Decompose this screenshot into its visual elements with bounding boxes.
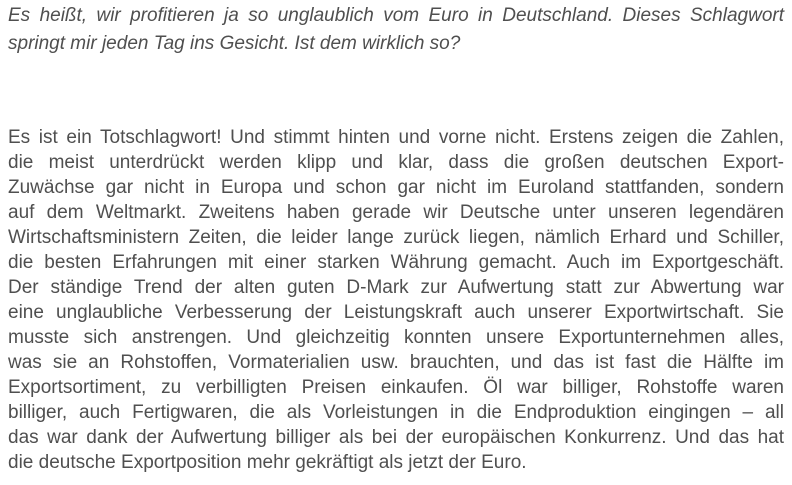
interview-question-paragraph: [8, 2, 784, 58]
interview-answer-paragraph: [8, 125, 784, 475]
answer-line: die deutsche Exportposition mehr gekräftigt als jetzt der Euro.: [8, 452, 527, 473]
answer-line: die besten Erfahrungen mit einer starken Währung gemacht. Auch im Exportgeschäft.: [8, 252, 784, 273]
answer-line: das war dank der Aufwertung billiger als bei der europäischen Konkurrenz. Und das hat: [8, 427, 784, 448]
answer-line: Exportsortiment, zu verbilligten Preisen einkaufen. Öl war billiger, Rohstoffe waren: [8, 377, 784, 398]
answer-line: Zuwächse gar nicht in Europa und schon gar nicht im Euroland stattfanden, sondern: [8, 177, 784, 198]
answer-line: billiger, auch Fertigwaren, die als Vorleistungen in die Endproduktion eingingen – all: [8, 402, 784, 423]
answer-line: auf dem Weltmarkt. Zweitens haben gerade wir Deutsche unter unseren legendären: [8, 202, 784, 223]
answer-line: Der ständige Trend der alten guten D-Mark zur Aufwertung statt zur Abwertung war: [8, 277, 784, 298]
answer-line: eine unglaubliche Verbesserung der Leistungskraft auch unserer Exportwirtschaft. Sie: [8, 302, 784, 323]
answer-line: Wirtschaftsministern Zeiten, die leider lange zurück liegen, nämlich Erhard und Schiller,: [8, 227, 784, 248]
answer-line: was sie an Rohstoffen, Vormaterialien usw. brauchten, und das ist fast die Hälfte im: [8, 352, 784, 373]
answer-line: Es ist ein Totschlagwort! Und stimmt hinten und vorne nicht. Erstens zeigen die Zahlen,: [8, 127, 784, 148]
question-line: springt mir jeden Tag ins Gesicht. Ist dem wirklich so?: [8, 33, 461, 54]
question-line: Es heißt, wir profitieren ja so unglaublich vom Euro in Deutschland. Dieses Schlagwort: [8, 5, 784, 26]
answer-line: die meist unterdrückt werden klipp und klar, dass die großen deutschen Export-: [8, 152, 784, 173]
answer-line: musste sich anstrengen. Und gleichzeitig konnten unsere Exportunternehmen alles,: [8, 327, 784, 348]
